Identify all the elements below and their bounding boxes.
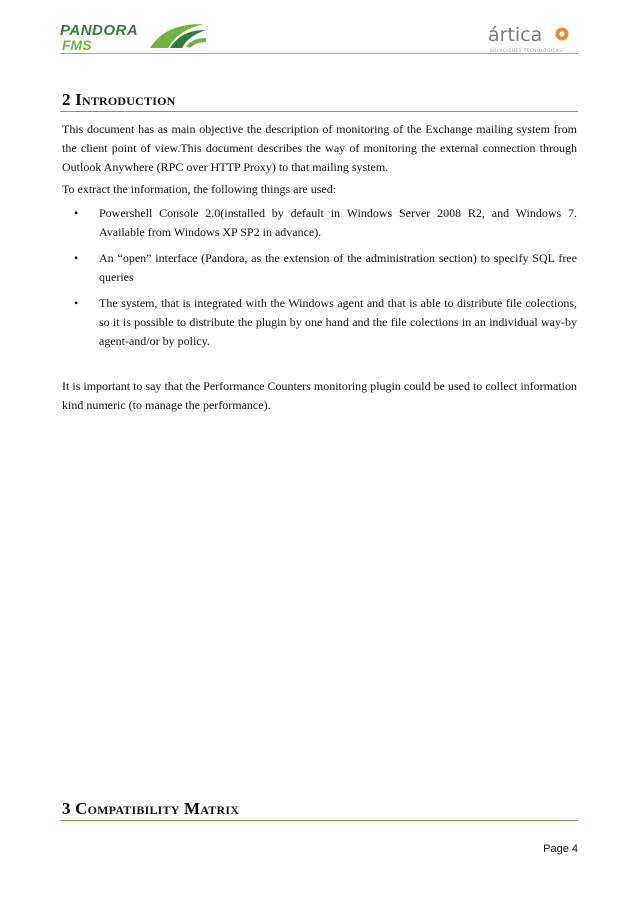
section-divider xyxy=(60,111,578,112)
header-divider xyxy=(60,53,578,54)
intro-lead-text: To extract the information, the following things are used: xyxy=(62,182,337,196)
bullet-icon: • xyxy=(74,206,79,220)
list-item xyxy=(62,294,577,351)
list-item-text: The system, that is integrated with the Windows agent and that is able to distribute file colections, so it is possible to distribute the plugin by one hand and the file colections in an individual way-by agent-and/or by policy. xyxy=(99,296,577,348)
artica-circle-icon xyxy=(555,27,569,41)
list-item xyxy=(62,204,577,242)
artica-tagline: SOLUCIONES TECNOLÓGICAS xyxy=(490,48,563,53)
bullet-icon: • xyxy=(74,251,79,265)
list-item-text: An “open” interface (Pandora, as the extension of the administration section) to specify SQL free queries xyxy=(99,251,577,284)
bullet-list xyxy=(62,204,577,358)
page-number: Page 4 xyxy=(543,843,578,855)
section-title-introduction: 2 Introduction xyxy=(62,90,176,109)
list-item xyxy=(62,249,577,287)
fms-logo-text: FMS xyxy=(62,37,92,53)
pandora-fms-logo xyxy=(60,22,220,52)
pandora-logo-text: PANDORA xyxy=(60,22,139,39)
list-item-text: Powershell Console 2.0(installed by default in Windows Server 2008 R2, and Windows 7. Available from Windows XP SP2 in advance). xyxy=(99,206,577,239)
artica-logo xyxy=(488,24,578,54)
bullet-icon: • xyxy=(74,296,79,310)
artica-logo-text: ártica xyxy=(488,24,543,46)
pandora-swoosh-icon xyxy=(148,20,208,52)
section-divider xyxy=(60,820,578,821)
intro-paragraph: This document has as main objective the description of monitoring of the Exchange mailing system from the client point of view.This document describes the way of monitoring the external connection through Outlook Anywhere (RPC over HTTP Proxy) to that mailing system. xyxy=(62,122,577,174)
closing-paragraph: It is important to say that the Performance Counters monitoring plugin could be used to collect information kind numeric (to manage the performance). xyxy=(62,379,577,412)
section-title-compatibility: 3 Compatibility Matrix xyxy=(62,799,240,818)
page-header xyxy=(0,0,638,60)
